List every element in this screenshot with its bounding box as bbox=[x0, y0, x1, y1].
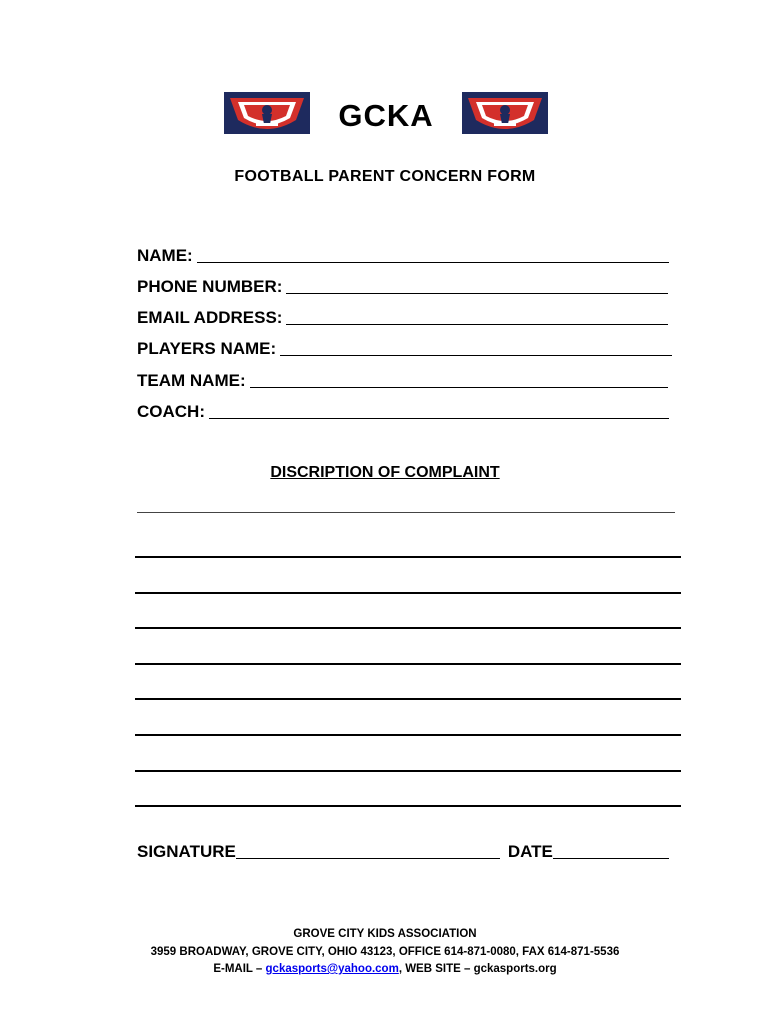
players-name-input-line[interactable] bbox=[280, 339, 672, 356]
footer-website: , WEB SITE – gckasports.org bbox=[398, 963, 557, 975]
complaint-line-5[interactable] bbox=[135, 663, 681, 665]
name-input-line[interactable] bbox=[197, 246, 669, 263]
footer-email-prefix: E-MAIL – bbox=[213, 963, 266, 975]
complaint-line-2[interactable] bbox=[135, 556, 681, 558]
players-name-field[interactable] bbox=[137, 337, 672, 359]
signature-input-line[interactable] bbox=[236, 842, 500, 859]
header bbox=[0, 92, 770, 140]
email-label: EMAIL ADDRESS: bbox=[137, 308, 283, 327]
complaint-line-4[interactable] bbox=[135, 627, 681, 629]
coach-field[interactable] bbox=[137, 400, 669, 422]
complaint-heading: DISCRIPTION OF COMPLAINT bbox=[270, 464, 500, 481]
date-input-line[interactable] bbox=[553, 842, 669, 859]
gcka-logo-right bbox=[462, 92, 548, 134]
coach-input-line[interactable] bbox=[209, 402, 669, 419]
phone-field[interactable] bbox=[137, 275, 668, 297]
name-field[interactable] bbox=[137, 244, 669, 266]
footer bbox=[0, 926, 770, 979]
complaint-line-9[interactable] bbox=[135, 805, 681, 807]
coach-label: COACH: bbox=[137, 402, 205, 421]
date-label: DATE bbox=[507, 842, 553, 861]
team-name-input-line[interactable] bbox=[250, 371, 668, 388]
phone-label: PHONE NUMBER: bbox=[137, 277, 283, 296]
footer-address: 3959 BROADWAY, GROVE CITY, OHIO 43123, OFFICE 614-871-0080, FAX 614-871-5536 bbox=[150, 945, 620, 958]
signature-label: SIGNATURE bbox=[137, 842, 236, 861]
complaint-line-3[interactable] bbox=[135, 592, 681, 594]
complaint-line-8[interactable] bbox=[135, 770, 681, 772]
footer-email-link[interactable]: gckasports@yahoo.com bbox=[265, 963, 399, 975]
team-name-field[interactable] bbox=[137, 369, 668, 391]
footer-contact bbox=[0, 961, 770, 979]
email-field[interactable] bbox=[137, 306, 668, 328]
email-input-line[interactable] bbox=[286, 308, 668, 325]
team-name-label: TEAM NAME: bbox=[137, 371, 246, 390]
form-title bbox=[0, 168, 770, 186]
gcka-logo-left bbox=[224, 92, 310, 134]
complaint-line-7[interactable] bbox=[135, 734, 681, 736]
complaint-line-1[interactable] bbox=[137, 512, 675, 513]
signature-row bbox=[137, 840, 669, 862]
name-label: NAME: bbox=[137, 246, 193, 265]
form-title-text: FOOTBALL PARENT CONCERN FORM bbox=[234, 168, 536, 185]
org-title: GCKA bbox=[338, 98, 434, 133]
phone-input-line[interactable] bbox=[286, 277, 668, 294]
complaint-line-6[interactable] bbox=[135, 698, 681, 700]
footer-org: GROVE CITY KIDS ASSOCIATION bbox=[293, 928, 477, 940]
players-name-label: PLAYERS NAME: bbox=[137, 339, 277, 358]
